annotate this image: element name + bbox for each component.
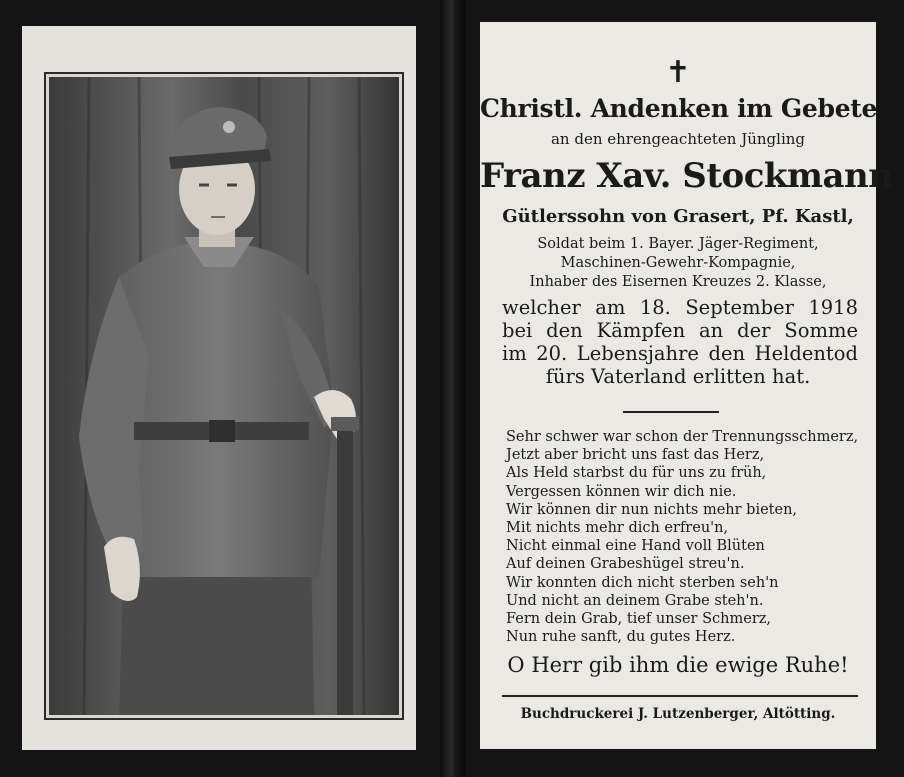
death-line: fürs Vaterland erlitten hat. [545,365,811,388]
poem-line: Mit nichts mehr dich erfreu'n, [506,519,729,536]
memorial-text-card [480,22,893,749]
intro-line: an den ehrengeachteten Jüngling [550,130,806,148]
poem-line: Nicht einmal eine Hand voll Blüten [506,538,765,555]
printer-credit: Buchdruckerei J. Lutzenberger, Altötting. [520,706,836,722]
poem-line: Als Held starbst du für uns zu früh, [506,465,767,482]
death-line: im 20. Lebensjahre den Heldentod [502,342,858,365]
photo-frame [44,72,404,720]
poem-line: Nun ruhe sanft, du gutes Herz. [506,629,736,646]
divider [623,411,719,413]
cross-icon: ✝ [665,55,691,90]
deceased-name: Franz Xav. Stockmann [480,156,893,196]
poem-line: Fern dein Grab, tief unser Schmerz, [506,610,772,627]
card-title: Christl. Andenken im Gebete [480,94,878,123]
card-fold [440,0,466,777]
soldier-portrait-photo [49,77,399,715]
poem-line: Auf deinen Grabeshügel streu'n. [506,556,745,573]
footer-rule [502,695,858,697]
rank-line: Maschinen-Gewehr-Kompagnie, [560,255,796,271]
poem-line: Sehr schwer war schon der Trennungsschmerz, [506,429,859,445]
photo-card [22,26,416,750]
death-line: welcher am 18. September 1918 [502,296,858,319]
poem-line: Jetzt aber bricht uns fast das Herz, [506,447,765,464]
closing-prayer: O Herr gib ihm die ewige Ruhe! [507,653,849,677]
poem-line: Vergessen können wir dich nie. [506,483,737,500]
poem [506,428,866,646]
poem-line: Wir konnten dich nicht sterben seh'n [506,574,779,591]
rank-line: Inhaber des Eisernen Kreuzes 2. Klasse, [529,274,827,290]
origin-line: Gütlerssohn von Grasert, Pf. Kastl, [502,206,854,227]
death-line: bei den Kämpfen an der Somme [502,319,858,342]
rank-line: Soldat beim 1. Bayer. Jäger-Regiment, [537,236,819,252]
poem-line: Wir können dir nun nichts mehr bieten, [506,501,798,518]
poem-line: Und nicht an deinem Grabe steh'n. [506,592,764,609]
